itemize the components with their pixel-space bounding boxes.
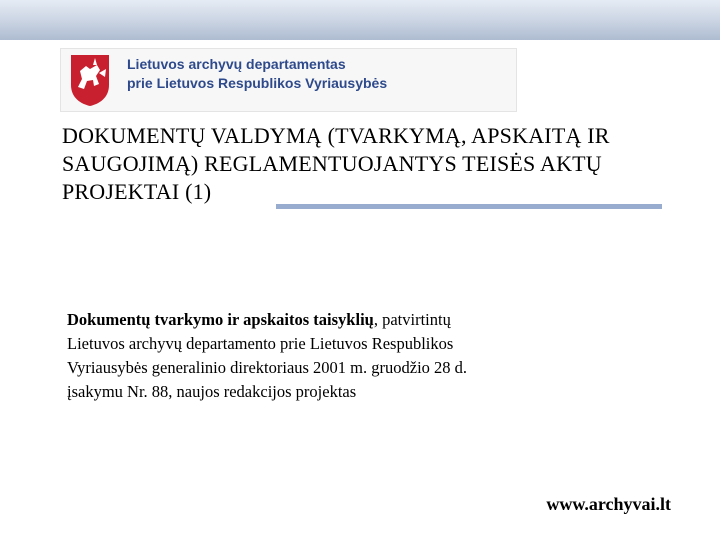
page-title: [62, 122, 702, 206]
logo-header: [60, 48, 517, 112]
description-line3: Vyriausybės generalinio direktoriaus 2001 m. gruodžio 28 d.: [67, 358, 468, 377]
description-line4: įsakymu Nr. 88, naujos redakcijos projektas: [67, 382, 357, 401]
organization-name-line2: prie Lietuvos Respublikos Vyriausybės: [127, 75, 388, 91]
title-line3: PROJEKTAI (1): [62, 179, 212, 204]
title-line2: SAUGOJIMĄ) REGLAMENTUOJANTYS TEISĖS AKTŲ: [62, 151, 602, 176]
title-line1: DOKUMENTŲ VALDYMĄ (TVARKYMĄ, APSKAITĄ IR: [62, 123, 610, 148]
description-line1-rest: , patvirtintų: [373, 310, 451, 329]
description-line2: Lietuvos archyvų departamento prie Lietuvos Respublikos: [67, 334, 454, 353]
document-name-bold: Dokumentų tvarkymo ir apskaitos taisyklių: [67, 310, 374, 329]
top-decorative-band: [0, 0, 720, 40]
organization-name-line1: Lietuvos archyvų departamentas: [127, 56, 346, 72]
description-line1: [67, 308, 587, 332]
vytis-coat-of-arms-icon: [69, 53, 111, 107]
title-accent-bar: [276, 204, 662, 209]
website-url[interactable]: www.archyvai.lt: [546, 494, 671, 514]
document-description: [67, 308, 587, 404]
